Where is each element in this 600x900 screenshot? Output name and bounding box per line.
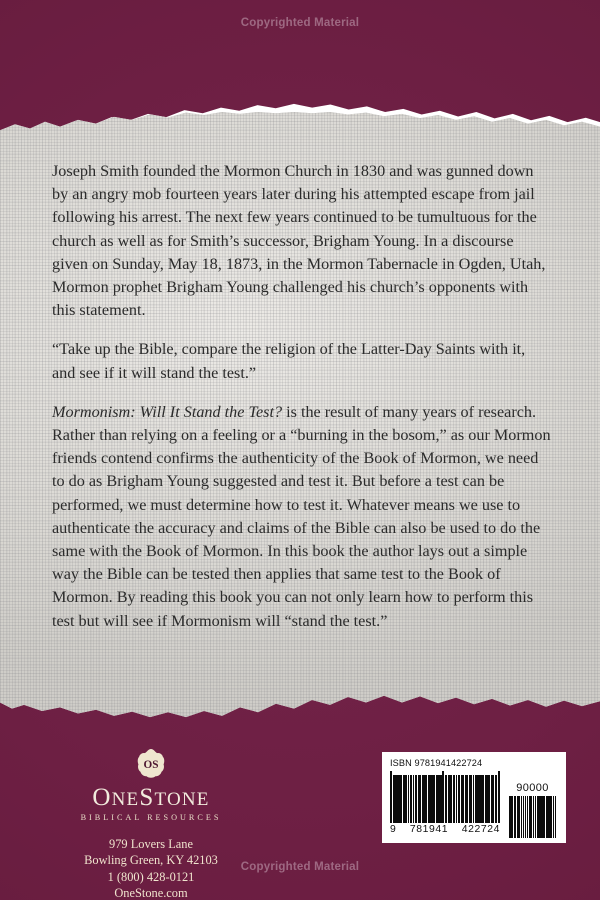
price-code-value: 90000 (516, 782, 549, 794)
publisher-website[interactable]: OneStone.com (114, 886, 188, 900)
isbn-label: ISBN 9781941422724 (390, 758, 483, 768)
logotype-tone: TONE (154, 789, 210, 810)
price-addon-barcode (509, 782, 556, 838)
publisher-tagline: BIBLICAL RESOURCES (80, 813, 222, 822)
logotype-s: S (139, 784, 155, 811)
back-cover-blurb (52, 160, 552, 633)
address-line-2: Bowling Green, KY 42103 (84, 853, 218, 868)
address-line-1: 979 Lovers Lane (109, 837, 193, 851)
publisher-phone: 1 (800) 428-0121 (107, 869, 195, 884)
barcode-bars (390, 771, 500, 823)
book-title: Mormonism: Will It Stand the Test? (52, 402, 283, 421)
barcode-digit-group-2: 781941 (409, 824, 449, 835)
price-addon-bars (509, 796, 556, 838)
onestone-emblem-icon (134, 748, 168, 782)
barcode-digit-group-1: 9 (390, 824, 397, 835)
blurb-paragraph-1: Joseph Smith founded the Mormon Church in 1830 and was gunned down by an angry mob fourteen years later during his attempted escape from jail following his arrest. The next few years continued to be tumultuous for the church as well as for Smith’s successor, Brigham Young. In a discourse given on Sunday, May 18, 1873, in the Mormon Tabernacle in Ogden, Utah, Mormon prophet Brigham Young challenged his church’s opponents with this statement. (52, 162, 546, 320)
watermark-top: Copyrighted Material (240, 17, 360, 29)
logotype-o: O (92, 784, 112, 811)
publisher-block (36, 748, 266, 900)
barcode-digit-group-3: 422724 (461, 824, 500, 835)
barcode-digits (390, 824, 500, 835)
blurb-paragraph-3-rest: is the result of many years of research. Rather than relying on a feeling or a “burning in the bosom,” as our Mormon friends contend confirms the authenticity of the Book of Mormon, we need to do as Brigham Young suggested and test it. But before a test can be performed, we must determine how to test it. Whatever means we use to authenticate the accuracy and claims of the Bible can also be used to do the same with the Book of Mormon. In this book the author lays out a simple way the Bible can be tested then applies that same test to the Book of Mormon. By reading this book you can not only learn how to perform this test but will see if Mormonism will “stand the test.” (52, 402, 551, 630)
blurb-quote: “Take up the Bible, compare the religion of the Latter-Day Saints with it, and see if it will stand the test.” (52, 340, 526, 382)
blurb-paragraph-3 (52, 401, 552, 633)
barcode-block (382, 752, 566, 843)
svg-text:OS: OS (143, 759, 159, 772)
publisher-logotype (36, 785, 266, 810)
barcode-group (390, 771, 558, 838)
isbn-barcode (390, 771, 500, 835)
logotype-ne: NE (111, 789, 140, 810)
watermark-bottom: Copyrighted Material (240, 861, 360, 873)
